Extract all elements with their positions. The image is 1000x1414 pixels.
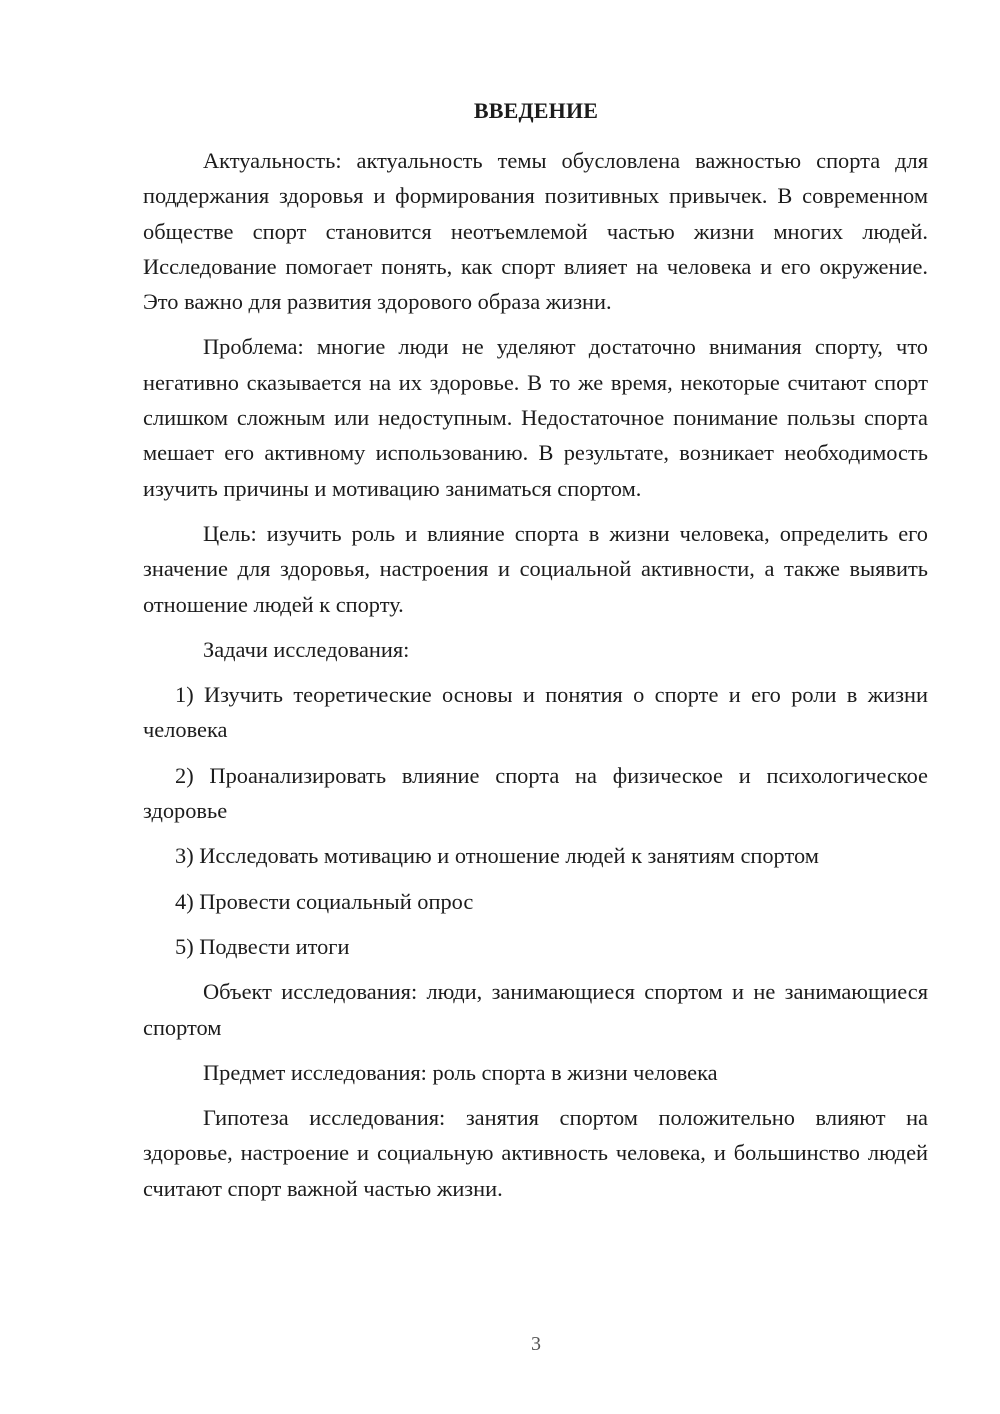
section-heading: ВВЕДЕНИЕ bbox=[473, 98, 599, 123]
page-number: 3 bbox=[531, 1333, 541, 1355]
task-item: 4) Провести социальный опрос bbox=[175, 888, 474, 914]
goal-paragraph: Цель: изучить роль и влияние спорта в жизни человека, определить его значение для здоровья, настроения и социальной активности, а также выявить отношение людей к спорту. bbox=[143, 520, 928, 617]
relevance-paragraph: Актуальность: актуальность темы обусловлена важностью спорта для поддержания здоровья и формирования позитивных привычек. В современном обществе спорт становится неотъемлемой частью жизни многих людей. Исследование помогает понять, как спорт влияет на человека и его окружение. Это важно для развития здорового образа жизни. bbox=[143, 148, 928, 315]
tasks-heading: Задачи исследования: bbox=[203, 636, 410, 662]
problem-paragraph: Проблема: многие люди не уделяют достаточно внимания спорту, что негативно сказывается на их здоровье. В то же время, некоторые считают спорт слишком сложным или недоступным. Недостаточное понимание пользы спорта мешает его активному использованию. В результате, возникает необходимость изучить причины и мотивацию заниматься спортом. bbox=[143, 334, 928, 501]
object-paragraph: Объект исследования: люди, занимающиеся спортом и не занимающиеся спортом bbox=[143, 979, 928, 1040]
document-body bbox=[143, 143, 928, 1216]
task-item: 2) Проанализировать влияние спорта на физическое и психологическое здоровье bbox=[143, 762, 928, 824]
subject-paragraph: Предмет исследования: роль спорта в жизни человека bbox=[203, 1059, 718, 1085]
task-item: 3) Исследовать мотивацию и отношение людей к занятиям спортом bbox=[175, 843, 819, 869]
task-item: 5) Подвести итоги bbox=[175, 933, 350, 959]
task-item: 1) Изучить теоретические основы и понятия о спорте и его роли в жизни человека bbox=[143, 682, 928, 743]
hypothesis-paragraph: Гипотеза исследования: занятия спортом положительно влияют на здоровье, настроение и социальную активность человека, и большинство людей считают спорт важной частью жизни. bbox=[143, 1105, 928, 1201]
